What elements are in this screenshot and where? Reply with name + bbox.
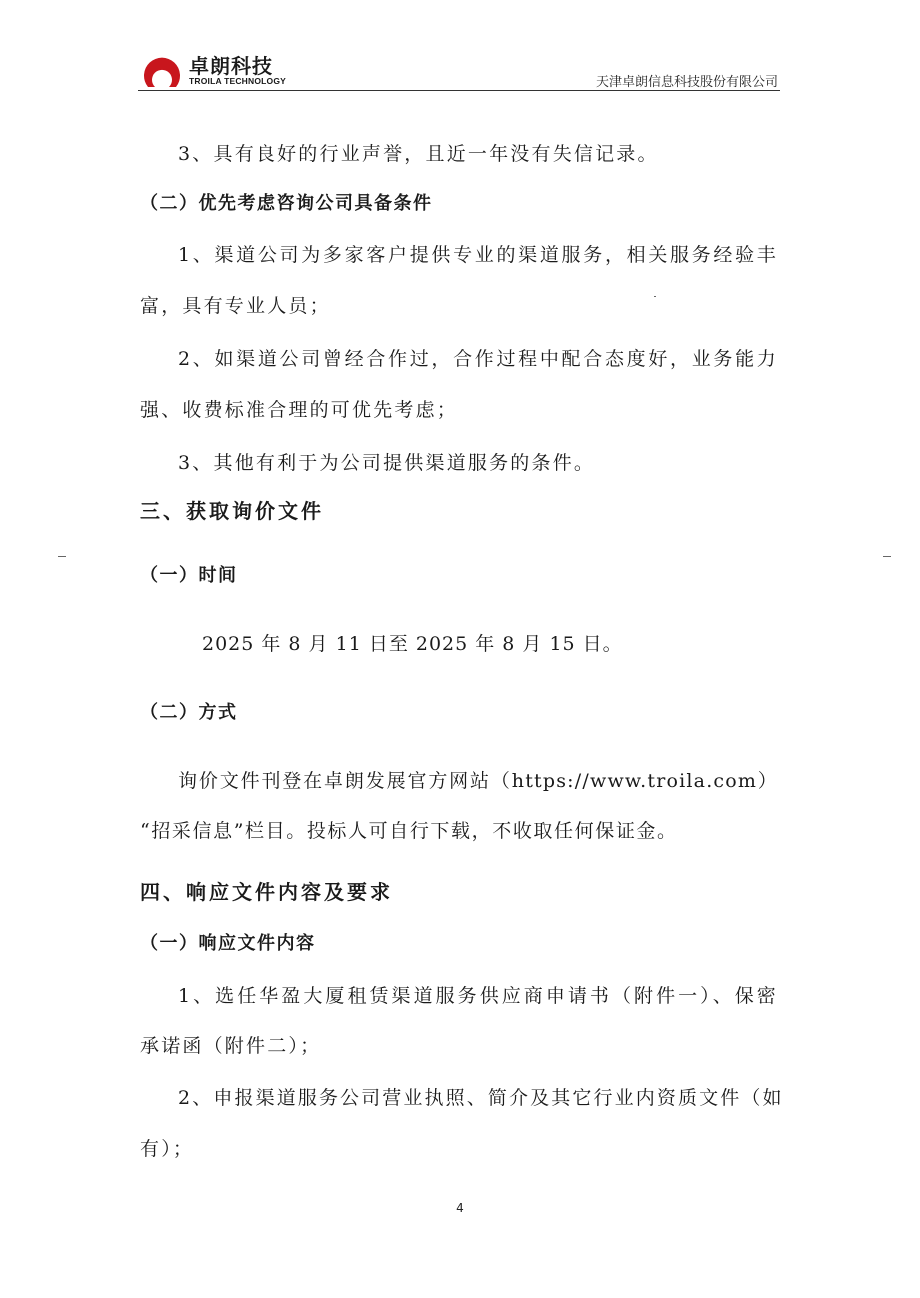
- requirement-item-3: 3、具有良好的行业声誉，且近一年没有失信记录。: [178, 143, 659, 165]
- response-item-1-line-1: 1、选任华盈大厦租赁渠道服务供应商申请书（附件一）、保密: [178, 985, 778, 1007]
- subsection-heading-preferred-conditions: （二）优先考虑咨询公司具备条件: [140, 193, 433, 214]
- preferred-item-1-line-2: 富，具有专业人员；: [140, 295, 331, 317]
- preferred-item-3: 3、其他有利于为公司提供渠道服务的条件。: [178, 452, 596, 474]
- logo-english-name: TROILA TECHNOLOGY: [189, 76, 287, 86]
- scan-artifact: [883, 556, 891, 557]
- subsection-heading-response-content: （一）响应文件内容: [140, 933, 316, 954]
- company-logo: [140, 49, 300, 91]
- subsection-heading-time: （一）时间: [140, 565, 238, 586]
- method-text-line-1: 询价文件刊登在卓朗发展官方网站（https://www.troila.com）: [178, 770, 778, 792]
- troila-logo-icon: [140, 49, 184, 91]
- page-number: 4: [456, 1201, 464, 1215]
- logo-chinese-name: 卓朗科技: [189, 54, 273, 78]
- scan-artifact: [654, 296, 656, 297]
- preferred-item-2-line-1: 2、如渠道公司曾经合作过，合作过程中配合态度好，业务能力: [178, 348, 778, 370]
- preferred-item-2-line-2: 强、收费标准合理的可优先考虑；: [140, 399, 459, 421]
- preferred-item-1-line-1: 1、渠道公司为多家客户提供专业的渠道服务，相关服务经验丰: [178, 244, 778, 266]
- section-heading-response-documents: 四、响应文件内容及要求: [140, 880, 393, 904]
- scan-artifact: [58, 556, 66, 557]
- method-text-line-2: “招采信息”栏目。投标人可自行下载，不收取任何保证金。: [140, 820, 678, 842]
- company-name: 天津卓朗信息科技股份有限公司: [595, 75, 778, 90]
- header-divider: [138, 90, 780, 91]
- date-range: 2025 年 8 月 11 日至 2025 年 8 月 15 日。: [202, 633, 623, 655]
- response-item-2-line-1: 2、申报渠道服务公司营业执照、简介及其它行业内资质文件（如: [178, 1087, 782, 1109]
- response-item-1-line-2: 承诺函（附件二）；: [140, 1035, 322, 1057]
- section-heading-obtain-documents: 三、获取询价文件: [140, 499, 324, 523]
- response-item-2-line-2: 有）；: [140, 1138, 195, 1160]
- subsection-heading-method: （二）方式: [140, 702, 238, 723]
